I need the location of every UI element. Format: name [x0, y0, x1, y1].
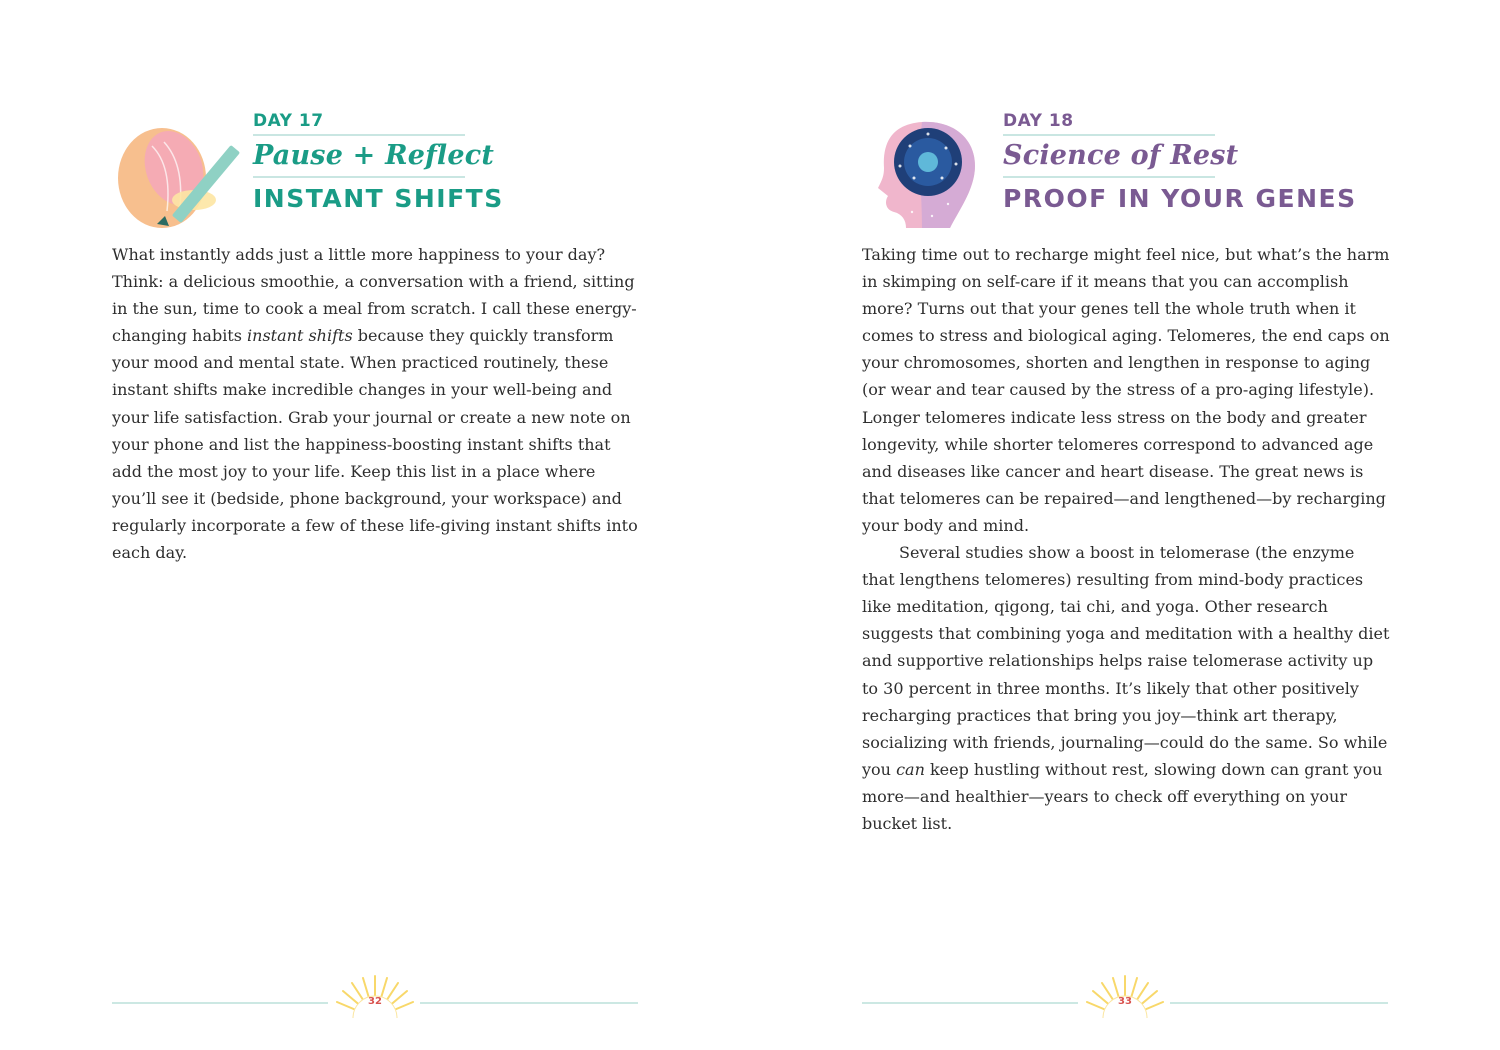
pencil-reflection-icon: [112, 116, 240, 236]
head-brain-icon: [862, 116, 990, 236]
right-title-block: [1003, 108, 1357, 220]
paragraph: Taking time out to recharge might feel nice, but what’s the harm in skimping on self-care if it means that you can accomplish more? Turns out that your genes tell the whole truth when it comes to stress and biological aging. Telomeres, the end caps on your chromosomes, shorten and lengthen in response to aging (or wear and tear caused by the stress of a pro-aging lifestyle). Longer telomeres indicate less stress on the body and greater longevity, while shorter telomeres correspond to advanced age and diseases like cancer and heart disease. The great news is that telomeres can be repaired—and lengthened—by recharging your body and mind.: [862, 245, 1390, 535]
footer-rule: [862, 1002, 1078, 1004]
topic-title: PROOF IN YOUR GENES: [1003, 184, 1357, 213]
topic-title: INSTANT SHIFTS: [253, 184, 504, 213]
footer-rule: [112, 1002, 328, 1004]
paragraph: What instantly adds just a little more happiness to your day? Think: a delicious smoothie, a conversation with a friend, sitting in the sun, time to cook a meal from scratch. I call these energy-changing habits instant shifts because they quickly transform your mood and mental state. When practiced routinely, these instant shifts make incredible changes in your well-being and your life satisfaction. Grab your journal or create a new note on your phone and list the happiness-boosting instant shifts that add the most joy to your life. Keep this list in a place where you’ll see it (bedside, phone background, your workspace) and regularly incorporate a few of these life-giving instant shifts into each day.: [112, 245, 638, 563]
page-footer: [112, 972, 638, 1028]
footer-rule: [420, 1002, 638, 1004]
day-label: DAY 18: [1003, 111, 1074, 131]
right-page: [750, 0, 1500, 1050]
page-number: 33: [1118, 996, 1132, 1007]
page-number: 32: [368, 996, 382, 1007]
page-footer: [862, 972, 1388, 1028]
body-text: [862, 241, 1390, 837]
day-label: DAY 17: [253, 111, 324, 131]
section-title: Science of Rest: [1003, 140, 1239, 171]
left-title-block: [253, 108, 553, 220]
body-text: [112, 241, 640, 566]
footer-rule: [1170, 1002, 1388, 1004]
section-title: Pause + Reflect: [253, 140, 495, 171]
paragraph: Several studies show a boost in telomerase (the enzyme that lengthens telomeres) resulting from mind-body practices like meditation, qigong, tai chi, and yoga. Other research suggests that combining yoga and meditation with a healthy diet and supportive relationships helps raise telomerase activity up to 30 percent in three months. It’s likely that other positively recharging practices that bring you joy—think art therapy, socializing with friends, journaling—could do the same. So while you can keep hustling without rest, slowing down can grant you more—and healthier—years to check off everything on your bucket list.: [862, 543, 1390, 833]
